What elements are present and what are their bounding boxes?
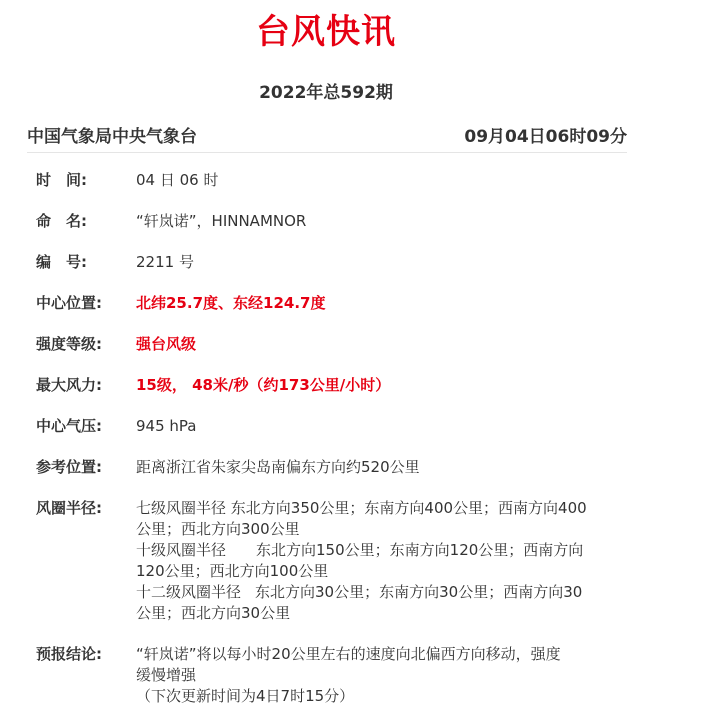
- row-forecast: [36, 644, 622, 707]
- wind-radius-line-10: [136, 540, 622, 561]
- value-reference-position: 距离浙江省朱家尖岛南偏东方向约520公里: [136, 458, 420, 476]
- value-max-wind: 15级， 48米/秒（约173公里/小时）: [136, 376, 391, 394]
- label-max-wind: 最大风力:: [36, 376, 102, 394]
- wind-radius-line-12: [136, 582, 622, 603]
- row-pressure: [36, 416, 622, 437]
- wind-radius-line: 120公里；西北方向100公里: [136, 562, 329, 580]
- label-reference-position: 参考位置:: [36, 458, 102, 476]
- label-wind-radius: 风圈半径:: [36, 499, 102, 517]
- value-time: 04 日 06 时: [136, 171, 219, 189]
- forecast-line: 缓慢增强: [136, 666, 197, 684]
- issue-number: 2022年总592期: [259, 83, 393, 103]
- forecast-line: “轩岚诺”将以每小时20公里左右的速度向北偏西方向移动，强度: [136, 645, 561, 663]
- value-forecast: [136, 644, 622, 707]
- value-name: “轩岚诺”，HINNAMNOR: [136, 212, 307, 230]
- label-number: 编 号:: [36, 253, 87, 271]
- bulletin-header: [27, 124, 627, 153]
- agency-name: 中国气象局中央气象台: [27, 127, 197, 147]
- row-name: [36, 211, 622, 232]
- typhoon-info-table: [36, 168, 622, 705]
- wind-radius-line: 公里；西北方向30公里: [136, 604, 291, 622]
- issue-datetime: 09月04日06时09分: [464, 127, 627, 147]
- label-forecast: 预报结论:: [36, 645, 102, 663]
- page-title: 台风快讯: [256, 12, 396, 52]
- row-wind-radius: [36, 498, 622, 624]
- label-name: 命 名:: [36, 212, 87, 230]
- wind-radius-12-values: 东北方向30公里；东南方向30公里；西南方向30: [255, 583, 583, 601]
- value-number: 2211 号: [136, 253, 194, 271]
- row-number: [36, 252, 622, 273]
- wind-radius-12-label: 十二级风圈半径: [136, 583, 242, 601]
- wind-radius-10-label: 十级风圈半径: [136, 541, 227, 559]
- row-max-wind: [36, 375, 622, 396]
- wind-radius-10-values: 东北方向150公里；东南方向120公里；西南方向: [256, 541, 584, 559]
- label-intensity: 强度等级:: [36, 335, 102, 353]
- wind-radius-line: 七级风圈半径 东北方向350公里；东南方向400公里；西南方向400: [136, 499, 587, 517]
- next-update-note: （下次更新时间为4日7时15分）: [136, 687, 355, 705]
- value-center-position: 北纬25.7度、东经124.7度: [136, 294, 326, 312]
- value-wind-radius: [136, 498, 622, 624]
- value-pressure: 945 hPa: [136, 417, 197, 435]
- label-center-position: 中心位置:: [36, 294, 102, 312]
- value-intensity: 强台风级: [136, 335, 197, 353]
- label-pressure: 中心气压:: [36, 417, 102, 435]
- row-time: [36, 170, 622, 191]
- row-reference-position: [36, 457, 622, 478]
- label-time: 时 间:: [36, 171, 87, 189]
- row-intensity: [36, 334, 622, 355]
- wind-radius-line: 公里；西北方向300公里: [136, 520, 300, 538]
- row-center-position: [36, 293, 622, 314]
